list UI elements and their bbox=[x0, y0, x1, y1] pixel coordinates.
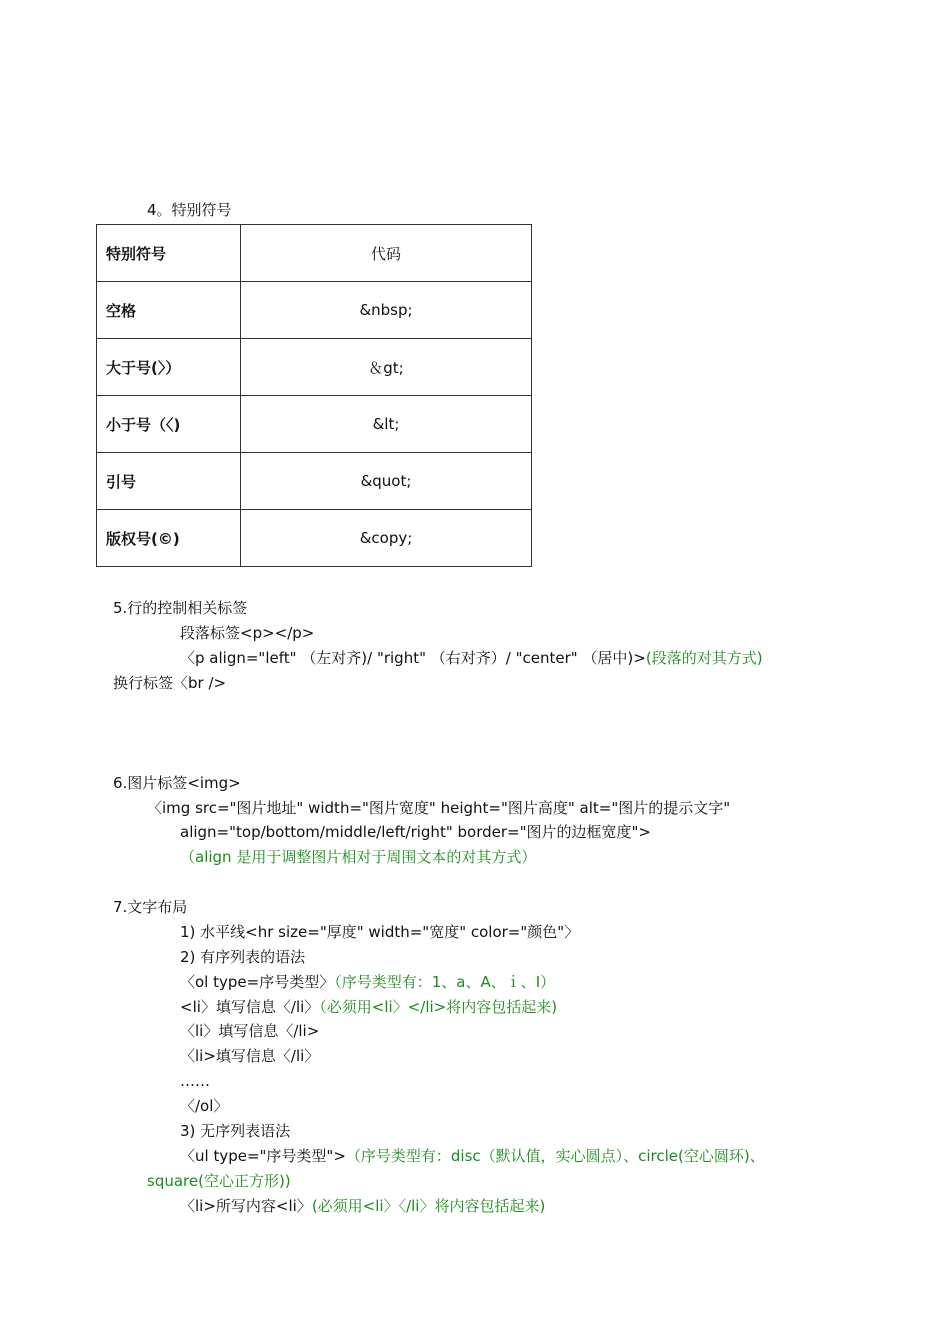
li-code-1: <li〉填写信息〈/li〉 bbox=[180, 998, 320, 1016]
section-6-title: 6.图片标签<img> bbox=[113, 774, 241, 792]
ul-open-line bbox=[180, 1146, 765, 1166]
symbol-name-cell: 特别符号 bbox=[97, 225, 241, 282]
symbol-name-cell: 空格 bbox=[97, 282, 241, 339]
symbol-name-cell: 大于号(〉） bbox=[97, 339, 241, 396]
table-row bbox=[97, 396, 532, 453]
special-symbols-table bbox=[96, 224, 532, 567]
table-row bbox=[97, 339, 532, 396]
symbol-code-cell: &nbsp; bbox=[241, 282, 532, 339]
ul-li-code: 〈li>所写内容<li〉 bbox=[180, 1197, 312, 1215]
table-row bbox=[97, 453, 532, 510]
paragraph-align-note: (段落的对其方式) bbox=[645, 649, 763, 667]
ordered-list-heading: 2) 有序列表的语法 bbox=[180, 948, 306, 966]
paragraph-align-code: 〈p align="left" （左对齐)/ "right" （右对齐）/ "center" （居中)> bbox=[180, 649, 646, 667]
hr-item: 1) 水平线<hr size="厚度" width="宽度" color="颜色"〉 bbox=[180, 923, 580, 941]
paragraph-align-line bbox=[180, 648, 763, 668]
img-align-note: （align 是用于调整图片相对于周围文本的对其方式） bbox=[180, 848, 537, 866]
ol-open-line bbox=[180, 972, 555, 992]
ul-open-code: 〈ul type="序号类型"> bbox=[180, 1147, 346, 1165]
section-4-title: 4。特别符号 bbox=[147, 201, 232, 219]
li-line-3: 〈li>填写信息〈/li〉 bbox=[180, 1047, 320, 1065]
symbol-code-cell: &quot; bbox=[241, 453, 532, 510]
symbol-code-cell: ＆gt; bbox=[241, 339, 532, 396]
unordered-list-heading: 3) 无序列表语法 bbox=[180, 1122, 291, 1140]
li-note: （必须用<li〉</li>将内容包括起来) bbox=[319, 998, 558, 1016]
table-row bbox=[97, 282, 532, 339]
section-7-title: 7.文字布局 bbox=[113, 898, 188, 916]
table-row bbox=[97, 510, 532, 567]
ul-li-line bbox=[180, 1196, 545, 1216]
symbol-name-cell: 小于号（〈) bbox=[97, 396, 241, 453]
symbol-code-cell: &copy; bbox=[241, 510, 532, 567]
img-syntax-line-1: 〈img src="图片地址" width="图片宽度" height="图片高度" alt="图片的提示文字" bbox=[147, 799, 731, 817]
symbol-name-cell: 版权号(©) bbox=[97, 510, 241, 567]
table-row bbox=[97, 225, 532, 282]
symbol-code-cell: 代码 bbox=[241, 225, 532, 282]
li-line-1 bbox=[180, 997, 557, 1017]
ul-li-note: (必须用<li〉〈/li〉将内容包括起来) bbox=[311, 1197, 546, 1215]
img-syntax-line-2: align="top/bottom/middle/left/right" border="图片的边框宽度"> bbox=[180, 823, 651, 841]
line-break-line: 换行标签〈br /> bbox=[113, 674, 227, 692]
symbol-name-cell: 引号 bbox=[97, 453, 241, 510]
ol-close-line: 〈/ol〉 bbox=[180, 1097, 229, 1115]
ol-type-note: （序号类型有：1、a、A、ｉ、I） bbox=[334, 973, 556, 991]
ol-open-code: 〈ol type=序号类型〉 bbox=[180, 973, 335, 991]
ul-type-note-b: square(空心正方形)) bbox=[147, 1172, 291, 1190]
ellipsis-line: …… bbox=[180, 1072, 210, 1090]
li-line-2: 〈li〉填写信息〈/li> bbox=[180, 1022, 320, 1040]
section-5-title: 5.行的控制相关标签 bbox=[113, 599, 248, 617]
paragraph-tag-line: 段落标签<p></p> bbox=[180, 624, 315, 642]
ul-type-note-a: （序号类型有：disc（默认值，实心圆点）、circle(空心圆环)、 bbox=[345, 1147, 765, 1165]
symbol-code-cell: &lt; bbox=[241, 396, 532, 453]
